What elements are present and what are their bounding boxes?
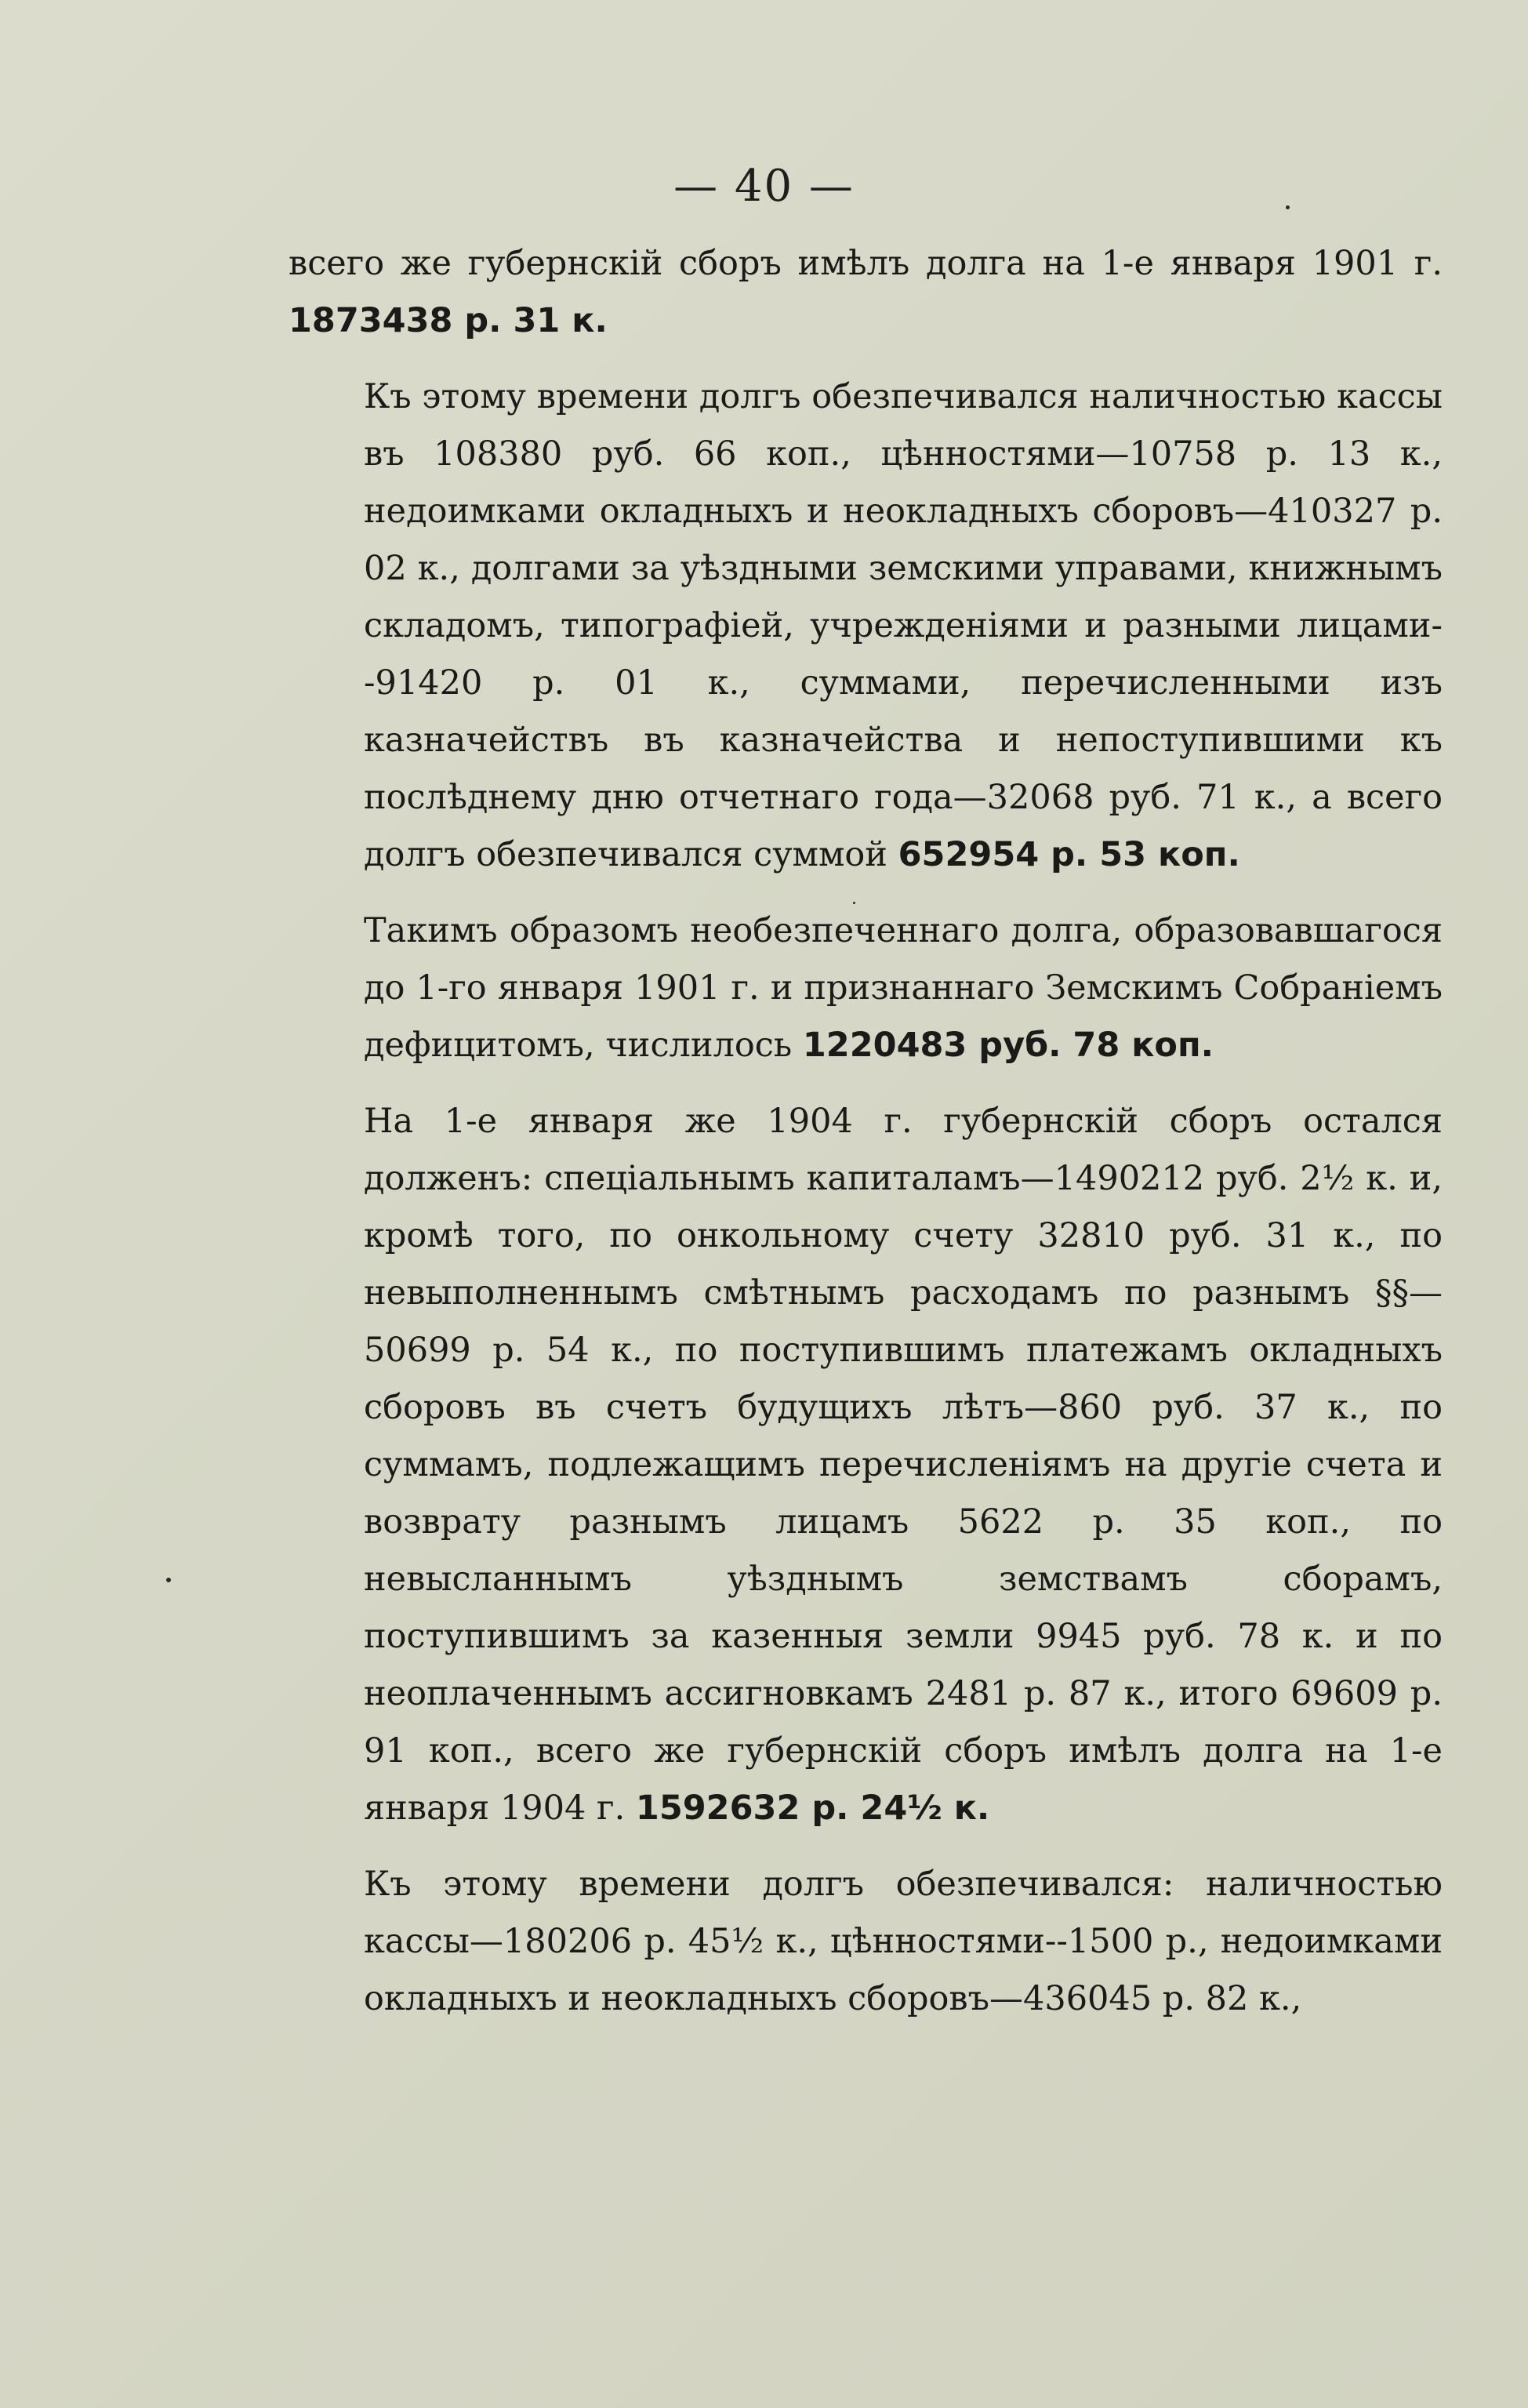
text-body bbox=[289, 235, 1443, 2028]
bold-amount: 1592632 р. 24½ к. bbox=[635, 1789, 990, 1828]
bold-amount: 652954 р. 53 коп. bbox=[898, 835, 1240, 874]
paragraph-1 bbox=[289, 235, 1443, 350]
text-run: Къ этому времени долгъ обезпечивался: наличностью кассы—180206 р. 45½ к., цѣнностями--1500 р., недоимками окладныхъ и неокладныхъ сборовъ—436045 р. 82 к., bbox=[364, 1865, 1443, 2018]
paragraph-2 bbox=[289, 369, 1443, 884]
ink-speck bbox=[166, 1578, 171, 1582]
bold-amount: 1220483 руб. 78 коп. bbox=[802, 1026, 1214, 1065]
paragraph-4 bbox=[289, 1093, 1443, 1837]
text-run: всего же губернскій сборъ имѣлъ долга на 1-е января 1901 г. bbox=[289, 244, 1443, 283]
text-run: Къ этому времени долгъ обезпечивался наличностью кассы въ 108380 руб. 66 коп., цѣнностями—10758 р. 13 к., недоимками окладныхъ и неокладныхъ сборовъ—410327 р. 02 к., долгами за уѣздными земскими управами, книжнымъ складомъ, типографіей, учрежденіями и разными лицами--91420 р. 01 к., суммами, перечисленными изъ казначействъ въ казначейства и непоступившими къ послѣднему дню отчетнаго года—32068 руб. 71 к., а всего долгъ обезпечивался суммой bbox=[364, 377, 1443, 874]
text-run: На 1-е января же 1904 г. губернскій сборъ остался долженъ: спеціальнымъ капиталамъ—1490212 руб. 2½ к. и, кромѣ того, по онкольному счету 32810 руб. 31 к., по невыполненнымъ смѣтнымъ расходамъ по разнымъ §§—50699 р. 54 к., по поступившимъ платежамъ окладныхъ сборовъ въ счетъ будущихъ лѣтъ—860 руб. 37 к., по суммамъ, подлежащимъ перечисленіямъ на другіе счета и возврату разнымъ лицамъ 5622 р. 35 коп., по невысланнымъ уѣзднымъ земствамъ сборамъ, поступившимъ за казенныя земли 9945 руб. 78 к. и по неоплаченнымъ ассигновкамъ 2481 р. 87 к., итого 69609 р. 91 коп., всего же губернскій сборъ имѣлъ долга на 1-е января 1904 г. bbox=[364, 1102, 1443, 1828]
paragraph-5 bbox=[289, 1856, 1443, 2028]
ink-speck bbox=[853, 902, 855, 904]
ink-speck bbox=[1286, 205, 1290, 209]
bold-amount: 1873438 р. 31 к. bbox=[289, 301, 608, 340]
paragraph-3 bbox=[289, 903, 1443, 1074]
text-run: Такимъ образомъ необезпеченнаго долга, образовавшагося до 1-го января 1901 г. и признаннаго Земскимъ Собраніемъ дефицитомъ, числилось bbox=[364, 911, 1443, 1065]
page-number: — 40 — bbox=[673, 161, 855, 212]
